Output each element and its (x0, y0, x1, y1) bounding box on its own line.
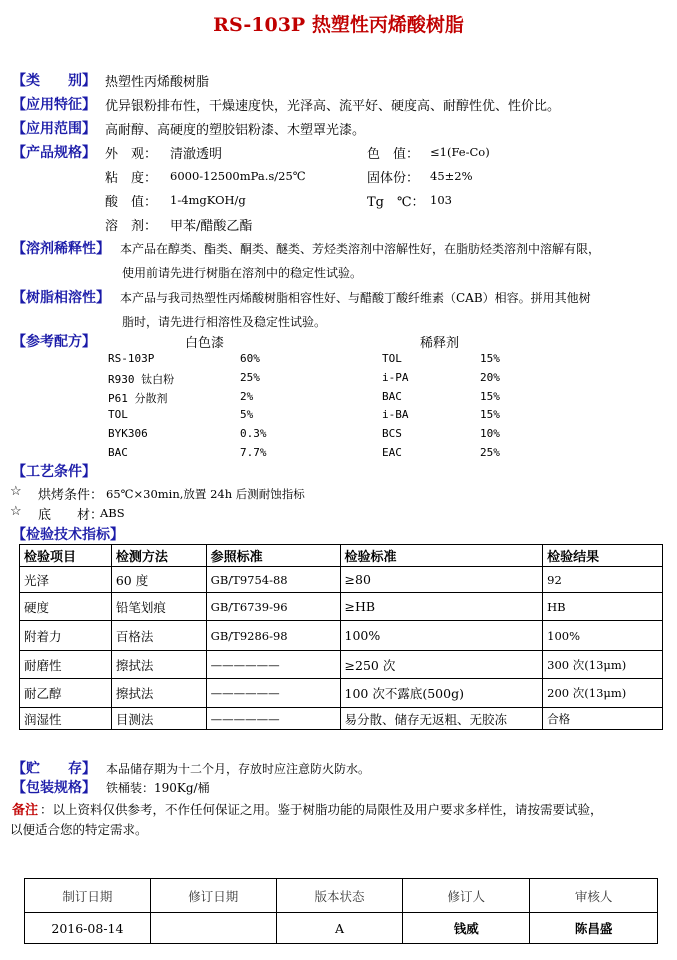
spec-appearance-label: 外 观： (105, 147, 158, 162)
thinner-ingredient-percent: 20% (480, 371, 500, 384)
inspection-table (19, 544, 663, 730)
header-method: 检测方法 (111, 545, 206, 567)
rev-header-revised: 修订日期 (150, 879, 276, 913)
cell-standard: —————— (206, 651, 340, 679)
revision-table (24, 878, 658, 944)
rev-reviser: 钱威 (403, 913, 530, 944)
spec-solvent-label: 溶 剂： (105, 219, 158, 234)
thinner-ingredient-percent: 15% (480, 408, 500, 421)
spec-viscosity-label: 粘 度： (105, 171, 158, 186)
table-row (20, 651, 663, 679)
cell-standard: —————— (206, 679, 340, 708)
thinner-ingredient-percent: 15% (480, 352, 500, 365)
table-row (20, 567, 663, 593)
cell-standard: GB/T9286-98 (206, 621, 340, 651)
spec-acid: 1-4mgKOH/g (170, 193, 246, 207)
thinner-ingredient-name: EAC (382, 446, 402, 459)
cell-item: 润湿性 (20, 708, 112, 730)
spec-solvent: 甲苯/醋酸乙酯 (170, 219, 253, 234)
substrate-label: 底 材： (38, 508, 104, 523)
cell-method: 60 度 (111, 567, 206, 593)
applications-value: 高耐醇、高硬度的塑胶铝粉漆、木塑罩光漆。 (105, 123, 366, 138)
bake-value: 65℃×30min,放置 24h 后测耐蚀指标 (106, 487, 305, 501)
applications-label: 【应用范围】 (12, 121, 96, 137)
rev-version: A (276, 913, 403, 944)
cell-standard: GB/T9754-88 (206, 567, 340, 593)
packaging-label: 【包装规格】 (12, 780, 96, 796)
dilution-line2: 使用前请先进行树脂在溶剂中的稳定性试验。 (122, 266, 363, 280)
cell-method: 铅笔划痕 (111, 593, 206, 621)
storage-label: 【贮 存】 (12, 761, 96, 777)
header-result: 检验结果 (543, 545, 663, 567)
white-paint-title: 白色漆 (185, 336, 225, 351)
compat-line1: 本产品与我司热塑性丙烯酸树脂相容性好、与醋酸丁酸纤维素（CAB）相容。拼用其他树 (120, 291, 591, 305)
document-title: RS-103P 热塑性丙烯酸树脂 (213, 14, 464, 36)
cell-item: 附着力 (20, 621, 112, 651)
storage-value: 本品储存期为十二个月，存放时应注意防火防水。 (106, 762, 371, 776)
table-row (20, 621, 663, 651)
features-label: 【应用特征】 (12, 97, 96, 113)
category-label: 【类 别】 (12, 73, 96, 89)
white-ingredient-name: TOL (108, 408, 128, 421)
thinner-ingredient-name: i-PA (382, 371, 409, 384)
thinner-ingredient-name: BAC (382, 390, 402, 403)
spec-solids: 45±2% (430, 169, 473, 183)
substrate-value: ABS (100, 506, 125, 520)
thinner-ingredient-name: BCS (382, 427, 402, 440)
white-ingredient-percent: 2% (240, 390, 254, 403)
cell-criteria: ≥250 次 (340, 651, 543, 679)
cell-item: 硬度 (20, 593, 112, 621)
spec-solids-label: 固体份： (367, 171, 420, 186)
cell-item: 耐磨性 (20, 651, 112, 679)
cell-criteria: 易分散、储存无返粗、无胶冻 (340, 708, 543, 730)
header-item: 检验项目 (20, 545, 112, 567)
cell-criteria: ≥80 (340, 567, 543, 593)
spec-color: ≤1(Fe-Co) (430, 145, 490, 159)
compat-label: 【树脂相溶性】 (12, 290, 110, 306)
white-ingredient-name: BYK306 (108, 427, 148, 440)
table-row (20, 708, 663, 730)
header-criteria: 检验标准 (340, 545, 543, 567)
rev-approver: 陈昌盛 (530, 913, 658, 944)
cell-method: 百格法 (111, 621, 206, 651)
dilution-line1: 本产品在醇类、酯类、酮类、醚类、芳烃类溶剂中溶解性好，在脂肪烃类溶剂中溶解有限， (120, 242, 601, 256)
white-ingredient-percent: 60% (240, 352, 260, 365)
cell-result: 300 次(13μm) (543, 651, 663, 679)
spec-color-label: 色 值： (367, 147, 420, 162)
thinner-ingredient-percent: 15% (480, 390, 500, 403)
cell-result: 合格 (543, 708, 663, 730)
cell-method: 擦拭法 (111, 651, 206, 679)
table-row (20, 593, 663, 621)
cell-method: 目测法 (111, 708, 206, 730)
white-ingredient-name: P61 分散剂 (108, 392, 168, 405)
spec-tg: 103 (430, 193, 452, 207)
rev-header-reviser: 修订人 (403, 879, 530, 913)
cell-result: 100% (543, 621, 663, 651)
compat-line2: 脂时，请先进行相溶性及稳定性试验。 (122, 315, 327, 329)
spec-viscosity: 6000-12500mPa.s/25℃ (170, 169, 306, 183)
thinner-ingredient-percent: 25% (480, 446, 500, 459)
cell-item: 耐乙醇 (20, 679, 112, 708)
cell-criteria: 100% (340, 621, 543, 651)
packaging-value: 铁桶装：190Kg/桶 (106, 781, 210, 795)
cell-result: 92 (543, 567, 663, 593)
thinner-ingredient-name: i-BA (382, 408, 409, 421)
thinner-title: 稀释剂 (420, 336, 460, 351)
white-ingredient-percent: 0.3% (240, 427, 267, 440)
star-icon: ☆ (10, 504, 22, 519)
rev-created-date: 2016-08-14 (25, 913, 151, 944)
note-line1: ：以上资料仅供参考，不作任何保证之用。鉴于树脂功能的局限性及用户要求多样性，请按需要试验， (40, 802, 603, 817)
white-ingredient-percent: 5% (240, 408, 254, 421)
spec-acid-label: 酸 值： (105, 195, 158, 210)
cell-method: 擦拭法 (111, 679, 206, 708)
revision-value-row (25, 913, 658, 944)
category-value: 热塑性丙烯酸树脂 (105, 75, 210, 90)
rev-revised-date (150, 913, 276, 944)
formula-label: 【参考配方】 (12, 334, 96, 350)
revision-header-row (25, 879, 658, 913)
inspection-label: 【检验技术指标】 (12, 527, 124, 543)
star-icon: ☆ (10, 484, 22, 499)
white-ingredient-percent: 7.7% (240, 446, 267, 459)
spec-appearance: 清澈透明 (170, 147, 223, 162)
rev-header-created: 制订日期 (25, 879, 151, 913)
dilution-label: 【溶剂稀释性】 (12, 241, 110, 257)
note-label: 备注 (12, 803, 39, 818)
cell-standard: —————— (206, 708, 340, 730)
rev-header-version: 版本状态 (276, 879, 403, 913)
cell-criteria: ≥HB (340, 593, 543, 621)
bake-label: 烘烤条件： (38, 488, 104, 503)
white-ingredient-name: RS-103P (108, 352, 155, 365)
table-row (20, 679, 663, 708)
white-ingredient-percent: 25% (240, 371, 260, 384)
cell-result: HB (543, 593, 663, 621)
cell-item: 光泽 (20, 567, 112, 593)
note-line2: 以便适合您的特定需求。 (10, 822, 148, 837)
cell-standard: GB/T6739-96 (206, 593, 340, 621)
white-ingredient-name: R930 钛白粉 (108, 373, 175, 386)
process-label: 【工艺条件】 (12, 464, 96, 480)
inspection-header-row (20, 545, 663, 567)
spec-tg-label: Tg ℃： (367, 195, 425, 210)
thinner-ingredient-name: TOL (382, 352, 402, 365)
specs-label: 【产品规格】 (12, 145, 96, 161)
white-ingredient-name: BAC (108, 446, 128, 459)
thinner-ingredient-percent: 10% (480, 427, 500, 440)
cell-criteria: 100 次不露底(500g) (340, 679, 543, 708)
header-standard: 参照标准 (206, 545, 340, 567)
features-value: 优异银粉排布性，干燥速度快，光泽高、流平好、硬度高、耐醇性优、性价比。 (105, 99, 561, 114)
cell-result: 200 次(13μm) (543, 679, 663, 708)
rev-header-approver: 审核人 (530, 879, 658, 913)
